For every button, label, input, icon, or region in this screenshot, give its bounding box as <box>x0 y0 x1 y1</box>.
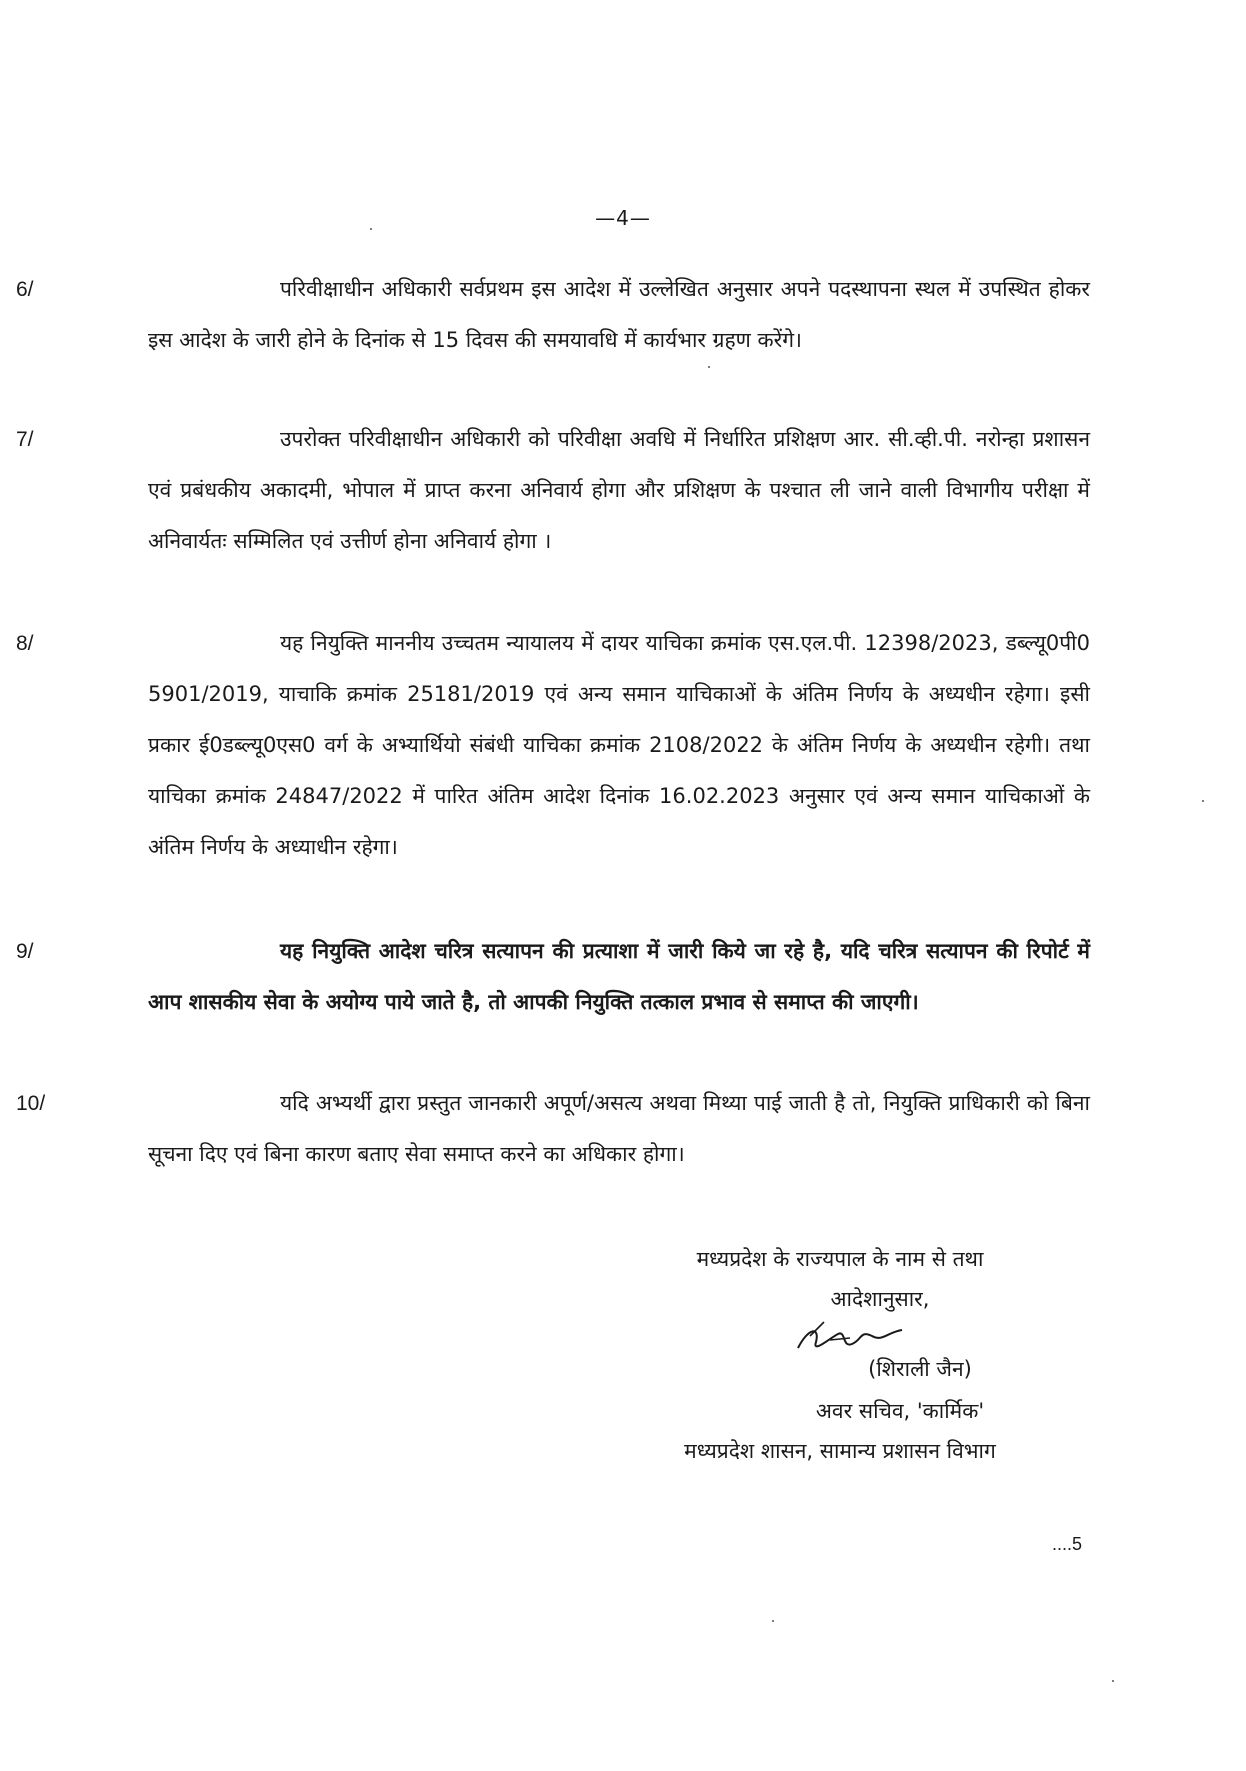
paragraph-9 <box>16 926 1090 1028</box>
paragraph-number: 7/ <box>16 428 34 451</box>
paragraph-text: यह नियुक्ति आदेश चरित्र सत्यापन की प्रत्याशा में जारी किये जा रहे है, यदि चरित्र सत्यापन की रिपोर्ट में आप शासकीय सेवा के अयोग्य पाये जाते है, तो आपकी नियुक्ति तत्काल प्रभाव से समाप्त की जाएगी। <box>148 939 1090 1014</box>
page-number: —4— <box>595 206 651 230</box>
scan-speck <box>1112 1680 1114 1682</box>
paragraph-10 <box>16 1078 1090 1180</box>
paragraph-number: 6/ <box>16 278 34 301</box>
paragraph-text: उपरोक्त परिवीक्षाधीन अधिकारी को परिवीक्षा अवधि में निर्धारित प्रशिक्षण आर. सी.व्ही.पी. नरोन्हा प्रशासन एवं प्रबंधकीय अकादमी, भोपाल में प्राप्त करना अनिवार्य होगा और प्रशिक्षण के पश्चात ली जाने वाली विभागीय परीक्षा में अनिवार्यतः सम्मिलित एवं उत्तीर्ण होना अनिवार्य होगा । <box>148 427 1090 553</box>
paragraph-7 <box>16 414 1090 567</box>
paragraph-text: परिवीक्षाधीन अधिकारी सर्वप्रथम इस आदेश में उल्लेखित अनुसार अपने पदस्थापना स्थल में उपस्थित होकर इस आदेश के जारी होने के दिनांक से 15 दिवस की समयावधि में कार्यभार ग्रहण करेंगे। <box>148 277 1090 352</box>
scan-speck <box>1202 800 1204 802</box>
paragraph-6 <box>16 264 1090 366</box>
signature-order-line: आदेशानुसार, <box>830 1287 930 1311</box>
scan-speck <box>708 366 710 368</box>
paragraph-8 <box>16 618 1090 873</box>
scan-speck <box>370 228 372 230</box>
paragraph-number: 10/ <box>16 1092 46 1115</box>
scan-speck <box>772 1620 774 1622</box>
paragraph-number: 8/ <box>16 632 34 655</box>
paragraph-number: 9/ <box>16 940 34 963</box>
paragraph-text: यह नियुक्ति माननीय उच्चतम न्यायालय में दायर याचिका क्रमांक एस.एल.पी. 12398/2023, डब्ल्यू0पी0 5901/2019, याचाकि क्रमांक 25181/2019 एवं अन्य समान याचिकाओं के अंतिम निर्णय के अध्यधीन रहेगा। इसी प्रकार ई0डब्ल्यू0एस0 वर्ग के अभ्यार्थियो संबंधी याचिका क्रमांक 2108/2022 के अंतिम निर्णय के अध्यधीन रहेगी। तथा याचिका क्रमांक 24847/2022 में पारित अंतिम आदेश दिनांक 16.02.2023 अनुसार एवं अन्य समान याचिकाओं के अंतिम निर्णय के अध्याधीन रहेगा। <box>148 631 1090 859</box>
signatory-name: (शिराली जैन) <box>868 1357 972 1381</box>
continued-page-marker: ....5 <box>1052 1534 1083 1554</box>
signatory-designation: अवर सचिव, 'कार्मिक' <box>815 1399 985 1423</box>
paragraph-text: यदि अभ्यर्थी द्वारा प्रस्तुत जानकारी अपूर्ण/असत्य अथवा मिथ्या पाई जाती है तो, नियुक्ति प्राधिकारी को बिना सूचना दिए एवं बिना कारण बताए सेवा समाप्त करने का अधिकार होगा। <box>148 1091 1090 1166</box>
signatory-department: मध्यप्रदेश शासन, सामान्य प्रशासन विभाग <box>684 1439 996 1463</box>
signature-authority-line: मध्यप्रदेश के राज्यपाल के नाम से तथा <box>696 1247 984 1271</box>
